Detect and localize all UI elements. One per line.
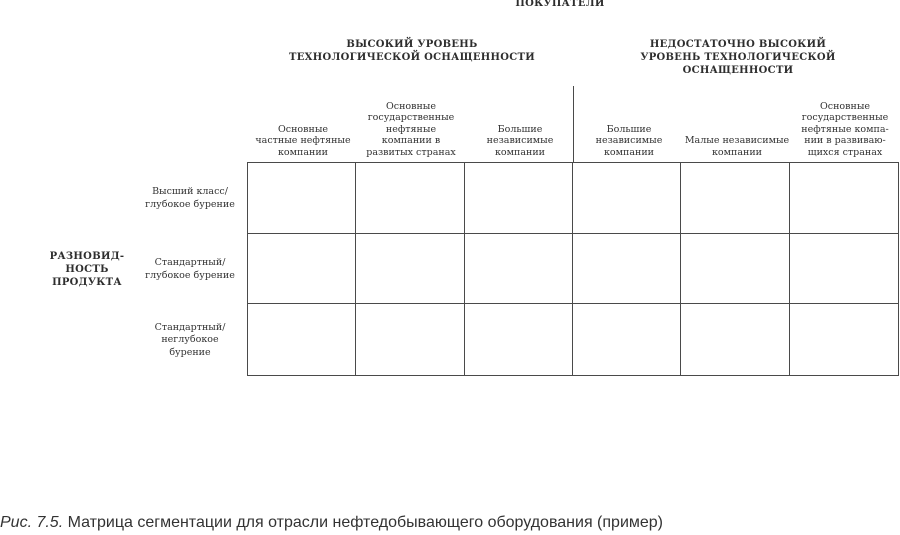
matrix-cell (465, 234, 573, 305)
row-header: Высший класс/ глубокое бурение (145, 186, 235, 210)
matrix-cell (681, 304, 789, 375)
caption-text: Матрица сегментации для отрасли нефтедобывающего оборудования (пример) (63, 514, 664, 531)
column-header: Основные государственные нефтяные компа- нии в развиваю- щихся странах (801, 100, 889, 158)
row-header: Стандартный/ глубокое бурение (145, 257, 235, 281)
column-header: Основные государственные нефтяные компании в развитых странах (366, 100, 456, 158)
caption-prefix: Рис. 7.5. (0, 514, 64, 531)
group-high-tech: ВЫСОКИЙ УРОВЕНЬ ТЕХНОЛОГИЧЕСКОЙ ОСНАЩЕННОСТИ (288, 39, 535, 63)
matrix-cell (573, 163, 681, 234)
matrix-cell (356, 304, 464, 375)
matrix-cell (356, 163, 464, 234)
column-header: Основные частные нефтяные компании (255, 123, 351, 158)
matrix-cell (573, 234, 681, 305)
matrix-cell (790, 234, 898, 305)
figure-caption (0, 514, 663, 532)
matrix-cell (465, 304, 573, 375)
matrix-cell (681, 234, 789, 305)
matrix-cell (356, 234, 464, 305)
column-header: Большие независимые компании (595, 123, 663, 158)
column-header: Большие независимые компании (486, 123, 554, 158)
product-variety-label: РАЗНОВИД- НОСТЬ ПРОДУКТА (49, 251, 125, 288)
matrix-cell (248, 304, 356, 375)
matrix-cell (573, 304, 681, 375)
matrix-cell (248, 163, 356, 234)
matrix-cell (681, 163, 789, 234)
group-low-tech: НЕДОСТАТОЧНО ВЫСОКИЙ УРОВЕНЬ ТЕХНОЛОГИЧЕСКОЙ ОСНАЩЕННОСТИ (640, 39, 836, 76)
matrix-cell (790, 304, 898, 375)
matrix-cell (790, 163, 898, 234)
column-header: Малые независимые компании (684, 135, 790, 158)
segmentation-matrix (247, 162, 899, 376)
row-header: Стандартный/ неглубокое бурение (154, 321, 226, 358)
matrix-cell (465, 163, 573, 234)
buyers-title: ПОКУПАТЕЛИ (515, 0, 605, 9)
matrix-cell (248, 234, 356, 305)
